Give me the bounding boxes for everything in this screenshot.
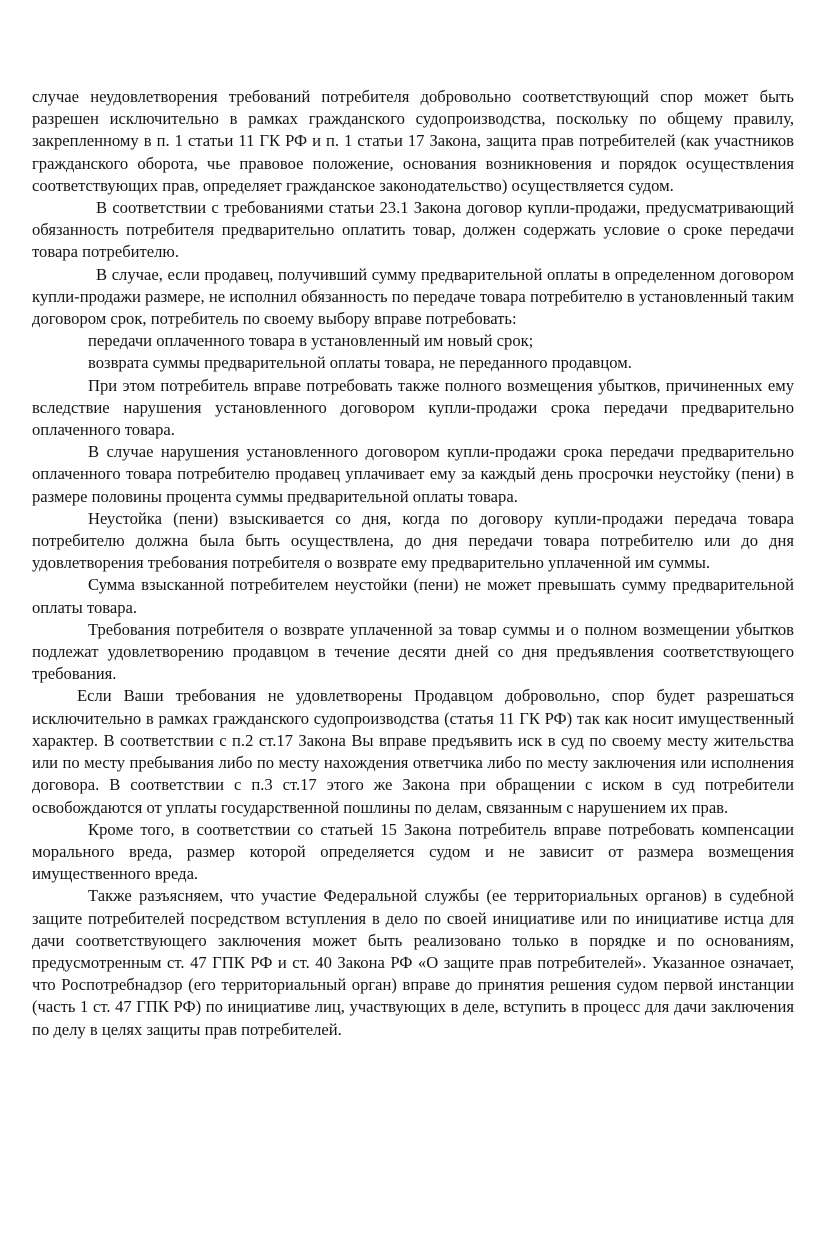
- paragraph-8: Требования потребителя о возврате уплаченной за товар суммы и о полном возмещении убытков подлежат удовлетворению продавцом в течение десяти дней со дня предъявления соответствующего требования.: [32, 619, 794, 684]
- paragraph-4: При этом потребитель вправе потребовать также полного возмещения убытков, причиненных ему вследствие нарушения установленного договором купли-продажи срока передачи предварительно оплаченного товара.: [32, 375, 794, 440]
- paragraph-7: Сумма взысканной потребителем неустойки (пени) не может превышать сумму предварительной оплаты товара.: [32, 575, 794, 617]
- paragraph-9: Если Ваши требования не удовлетворены Продавцом добровольно, спор будет разрешаться исключительно в рамках гражданского судопроизводства (статья 11 ГК РФ) так как носит имущественный характер. В соответствии с п.2 ст.17 Закона Вы вправе предъявить иск в суд по своему месту жительства или по месту пребывания либо по месту нахождения ответчика либо по месту заключения или исполнения договора. В соответствии с п.3 ст.17 этого же Закона при обращении с иском в суд потребители освобождаются от уплаты государственной пошлины по делам, связанным с нарушением их прав.: [32, 686, 794, 817]
- document-body: [32, 86, 794, 1041]
- paragraph-6: Неустойка (пени) взыскивается со дня, когда по договору купли-продажи передача товара потребителю должна была быть осуществлена, до дня передачи товара потребителю или до дня удовлетворения требования потребителя о возврате ему предварительно уплаченной им суммы.: [32, 508, 794, 573]
- paragraph-3: В случае, если продавец, получивший сумму предварительной оплаты в определенном договором купли-продажи размере, не исполнил обязанность по передаче товара потребителю в установленный таким договором срок, потребитель по своему выбору вправе потребовать:: [32, 264, 794, 329]
- list-item-2: возврата суммы предварительной оплаты товара, не переданного продавцом.: [88, 353, 632, 373]
- paragraph-5: В случае нарушения установленного договором купли-продажи срока передачи предварительно оплаченного товара потребителю продавец уплачивает ему за каждый день просрочки неустойку (пени) в размере половины процента суммы предварительной оплаты товара.: [32, 442, 794, 506]
- paragraph-2: В соответствии с требованиями статьи 23.1 Закона договор купли-продажи, предусматривающий обязанность потребителя предварительно оплатить товар, должен содержать условие о сроке передачи товара потребителю.: [32, 198, 794, 262]
- list-item-1: передачи оплаченного товара в установленный им новый срок;: [88, 331, 534, 351]
- paragraph-11: Также разъясняем, что участие Федеральной службы (ее территориальных органов) в судебной защите потребителей посредством вступления в дело по своей инициативе или по инициативе истца для дачи соответствующего заключения может быть реализовано только в порядке и по основаниям, предусмотренным ст. 47 ГПК РФ и ст. 40 Закона РФ «О защите прав потребителей». Указанное означает, что Роспотребнадзор (его территориальный орган) вправе до принятия решения судом первой инстанции (часть 1 ст. 47 ГПК РФ) по инициативе лиц, участвующих в деле, вступить в процесс для дачи заключения по делу в целях защиты прав потребителей.: [32, 886, 794, 1039]
- paragraph-1: случае неудовлетворения требований потребителя добровольно соответствующий спор может быть разрешен исключительно в рамках гражданского судопроизводства, поскольку по общему правилу, закрепленному в п. 1 статьи 11 ГК РФ и п. 1 статьи 17 Закона, защита прав потребителей (как участников гражданского оборота, чье правовое положение, основания возникновения и порядок осуществления соответствующих прав, определяет гражданское законодательство) осуществляется судом.: [32, 87, 794, 195]
- paragraph-10: Кроме того, в соответствии со статьей 15 Закона потребитель вправе потребовать компенсации морального вреда, размер которой определяется судом и не зависит от размера возмещения имущественного вреда.: [32, 819, 794, 884]
